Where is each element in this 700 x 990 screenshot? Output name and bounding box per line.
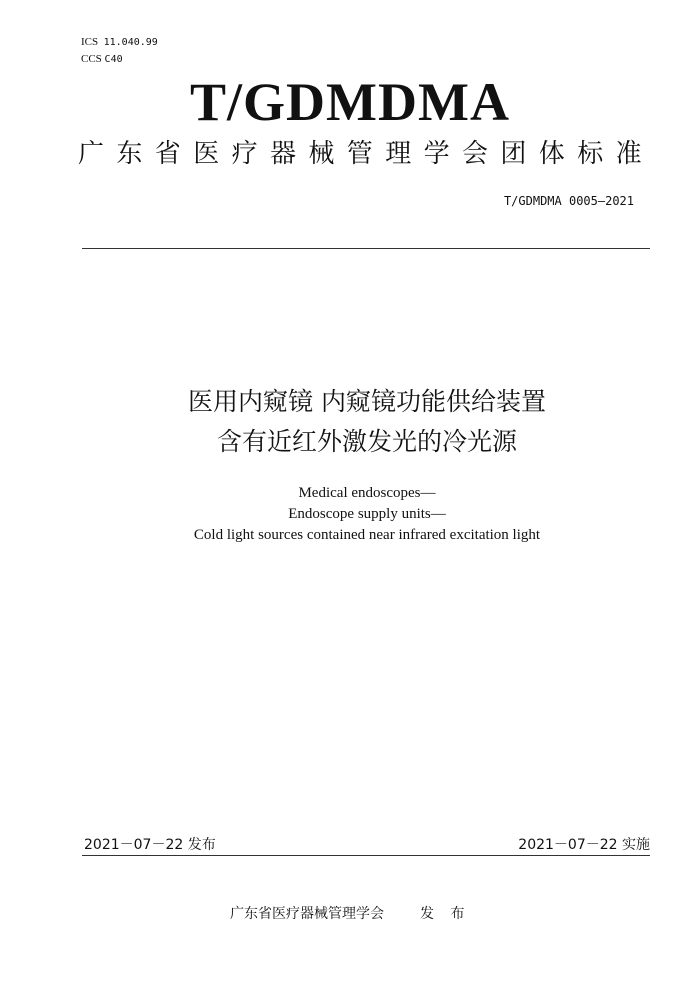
en-title-line-1: Medical endoscopes—: [298, 485, 436, 501]
classification-codes: [81, 34, 158, 68]
ics-label: ICS: [81, 36, 99, 48]
footer-divider: [82, 855, 650, 856]
ccs-line: [81, 51, 158, 68]
header-divider: [82, 248, 650, 249]
ics-code: 11.040.99: [103, 37, 158, 48]
publish-verb: 发 布: [420, 906, 471, 922]
ccs-code: C40: [104, 54, 123, 65]
ics-line: [81, 34, 158, 51]
standard-number: T/GDMDMA 0005—2021: [503, 194, 634, 208]
en-title-line-2: Endoscope supply units—: [288, 506, 446, 522]
publisher-line: [230, 903, 470, 925]
ccs-label: CCS: [81, 53, 102, 65]
issue-date: 2021－07－22 发布: [84, 837, 216, 853]
publisher-name: 广东省医疗器械管理学会: [230, 906, 384, 922]
implementation-date: 2021－07－22 实施: [518, 837, 650, 853]
cn-title-line-2: 含有近红外激发光的冷光源: [216, 427, 517, 456]
en-title-line-3: Cold light sources contained near infrared excitation light: [193, 527, 541, 543]
organization-title: 广东省医疗器械管理学会团体标准: [78, 139, 655, 169]
standard-logo: T/GDMDMA: [190, 72, 510, 132]
cn-title-line-1: 医用内窥镜 内窥镜功能供给装置: [188, 387, 546, 416]
